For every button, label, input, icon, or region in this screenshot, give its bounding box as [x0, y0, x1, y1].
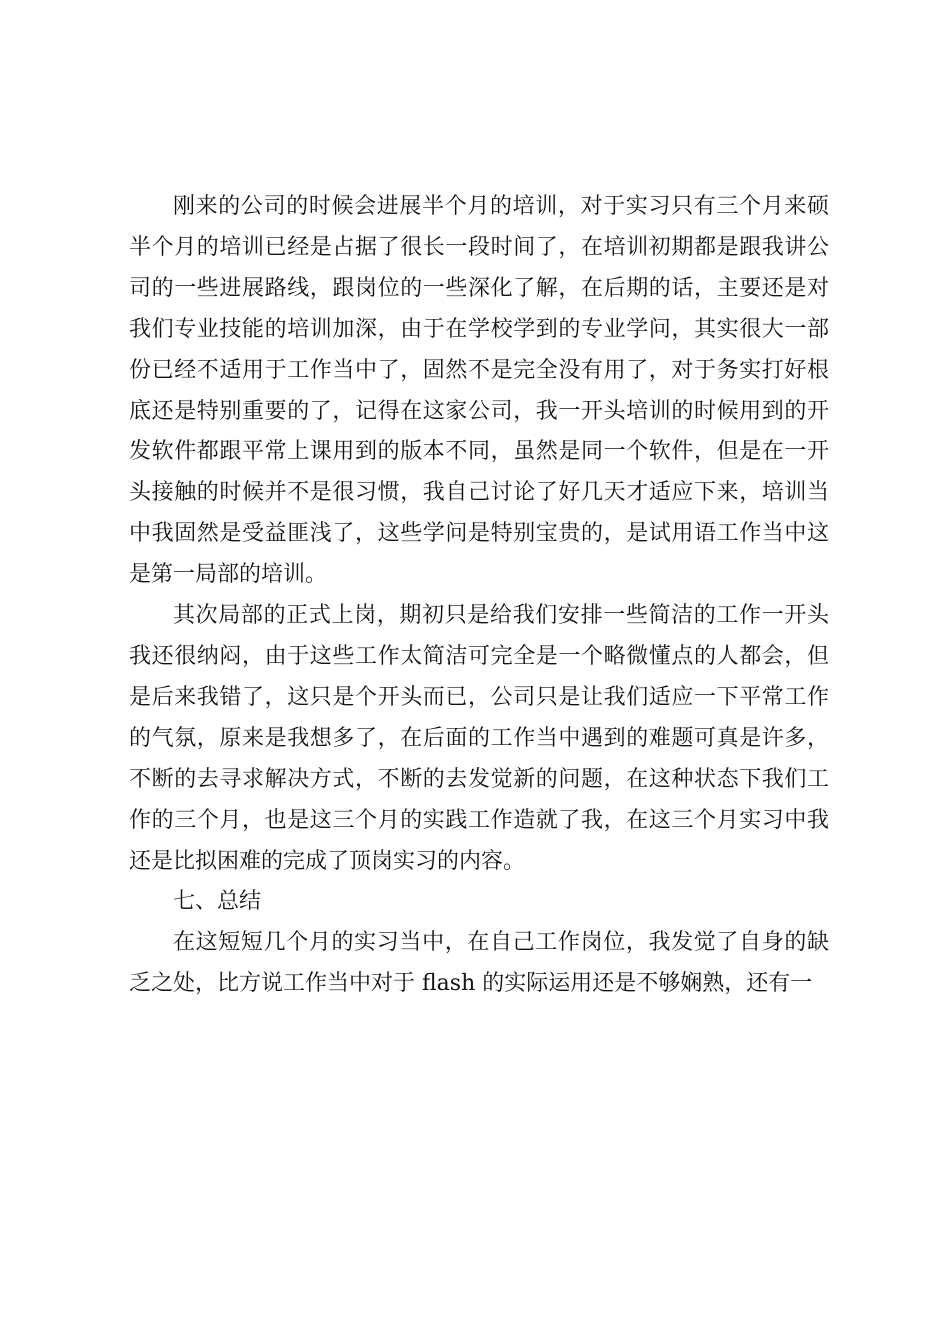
paragraph-onboarding: 其次局部的正式上岗，期初只是给我们安排一些简洁的工作一开头我还很纳闷，由于这些工作太简洁可完全是一个略微懂点的人都会，但是后来我错了，这只是个开头而已，公司只是让我们适应一下平常工作的气氛，原来是我想多了，在后面的工作当中遇到的难题可真是许多，不断的去寻求解决方式，不断的去发觉新的问题，在这种状态下我们工作的三个月，也是这三个月的实践工作造就了我，在这三个月实习中我还是比拟困难的完成了顶岗实习的内容。: [129, 603, 829, 874]
document-body: [129, 187, 829, 1005]
paragraph-summary: 在这短短几个月的实习当中，在自己工作岗位，我发觉了自身的缺乏之处，比方说工作当中对于 flash 的实际运用还是不够娴熟，还有一: [129, 930, 829, 997]
paragraph-training: 刚来的公司的时候会进展半个月的培训，对于实习只有三个月来硕半个月的培训已经是占据了很长一段时间了，在培训初期都是跟我讲公司的一些进展路线，跟岗位的一些深化了解，在后期的话，主要还是对我们专业技能的培训加深，由于在学校学到的专业学问，其实很大一部份已经不适用于工作当中了，固然不是完全没有用了，对于务实打好根底还是特别重要的了，记得在这家公司，我一开头培训的时候用到的开发软件都跟平常上课用到的版本不同，虽然是同一个软件，但是在一开头接触的时候并不是很习惯，我自己讨论了好几天才适应下来，培训当中我固然是受益匪浅了，这些学问是特别宝贵的，是试用语工作当中这是第一局部的培训。: [129, 194, 829, 588]
section-heading-summary: 七、总结: [173, 889, 262, 915]
